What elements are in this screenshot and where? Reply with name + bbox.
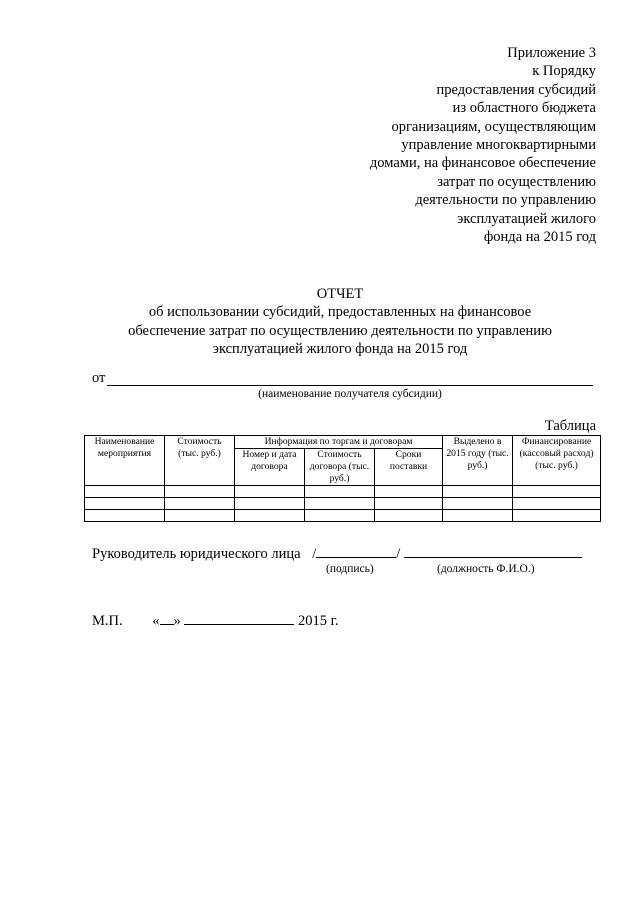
position-name-field[interactable] <box>404 543 582 558</box>
signature-line <box>92 543 582 563</box>
subheader-terms: Сроки поставки <box>375 449 443 486</box>
annex-line: Приложение 3 <box>507 45 596 61</box>
table-cell[interactable] <box>375 510 443 522</box>
from-label: от <box>92 370 106 386</box>
table-cell[interactable] <box>443 486 513 498</box>
header-financing: Финансирование (кассовый расход) (тыс. руб.) <box>513 436 601 486</box>
stamp-line <box>92 611 339 630</box>
recipient-name-field[interactable] <box>107 385 593 386</box>
table-cell[interactable] <box>513 498 601 510</box>
annex-line: деятельности по управлению <box>415 192 596 209</box>
table-cell[interactable] <box>85 498 165 510</box>
annex-line: предоставления субсидий <box>436 81 596 98</box>
table-cell[interactable] <box>165 510 235 522</box>
table-row <box>85 486 601 498</box>
stamp-mark: М.П. <box>92 613 123 629</box>
year-text: 2015 г. <box>298 613 339 629</box>
table-row <box>85 510 601 522</box>
quote-open: « <box>152 613 160 629</box>
table-cell[interactable] <box>305 510 375 522</box>
subheader-contract-cost: Стоимость договора (тыс. руб.) <box>305 449 375 486</box>
table-row <box>85 498 601 510</box>
header-info: Информация по торгам и договорам <box>235 436 443 449</box>
signature-field[interactable] <box>316 543 396 558</box>
table-cell[interactable] <box>443 498 513 510</box>
quote-close: » <box>173 613 181 629</box>
report-table <box>84 435 601 522</box>
table-label: Таблица <box>544 418 596 434</box>
report-title-block <box>70 285 610 359</box>
month-field[interactable] <box>184 611 294 625</box>
report-subtitle-line: обеспечение затрат по осуществлению деятельности по управлению <box>128 322 552 339</box>
table-cell[interactable] <box>85 486 165 498</box>
day-field[interactable] <box>160 611 174 625</box>
report-subtitle-line: эксплуатацией жилого фонда на 2015 год <box>212 341 468 358</box>
annex-line: домами, на финансовое обеспечение <box>369 155 596 172</box>
report-subtitle-line: об использовании субсидий, предоставленных на финансовое <box>148 304 532 321</box>
table-header-row <box>85 436 601 449</box>
table-cell[interactable] <box>375 498 443 510</box>
annex-line: организациям, осуществляющим <box>391 118 596 135</box>
table-cell[interactable] <box>235 510 305 522</box>
table-cell[interactable] <box>305 486 375 498</box>
header-cost: Стоимость (тыс. руб.) <box>165 436 235 486</box>
table-cell[interactable] <box>235 498 305 510</box>
annex-header <box>276 44 596 246</box>
annex-line: из областного бюджета <box>452 100 596 117</box>
annex-line: эксплуатацией жилого <box>457 210 596 227</box>
table-cell[interactable] <box>235 486 305 498</box>
table-cell[interactable] <box>165 498 235 510</box>
table-cell[interactable] <box>513 510 601 522</box>
table-cell[interactable] <box>375 486 443 498</box>
recipient-caption: (наименование получателя субсидии) <box>258 388 442 400</box>
table-cell[interactable] <box>513 486 601 498</box>
separator: / <box>312 546 317 562</box>
header-event: Наименование мероприятия <box>85 436 165 486</box>
table-cell[interactable] <box>165 486 235 498</box>
separator: / <box>396 546 401 562</box>
table-cell[interactable] <box>443 510 513 522</box>
signature-caption: (подпись) <box>326 563 374 575</box>
table-cell[interactable] <box>85 510 165 522</box>
table-cell[interactable] <box>305 498 375 510</box>
header-allocated: Выделено в 2015 году (тыс. руб.) <box>443 436 513 486</box>
annex-line: к Порядку <box>532 63 596 80</box>
position-caption: (должность Ф.И.О.) <box>437 563 535 575</box>
report-title: ОТЧЕТ <box>316 286 364 302</box>
annex-line: управление многоквартирными <box>401 137 596 154</box>
signature-label: Руководитель юридического лица <box>92 546 301 562</box>
annex-line: затрат по осуществлению <box>437 173 596 190</box>
subheader-number: Номер и дата договора <box>235 449 305 486</box>
annex-line: фонда на 2015 год <box>483 229 596 246</box>
